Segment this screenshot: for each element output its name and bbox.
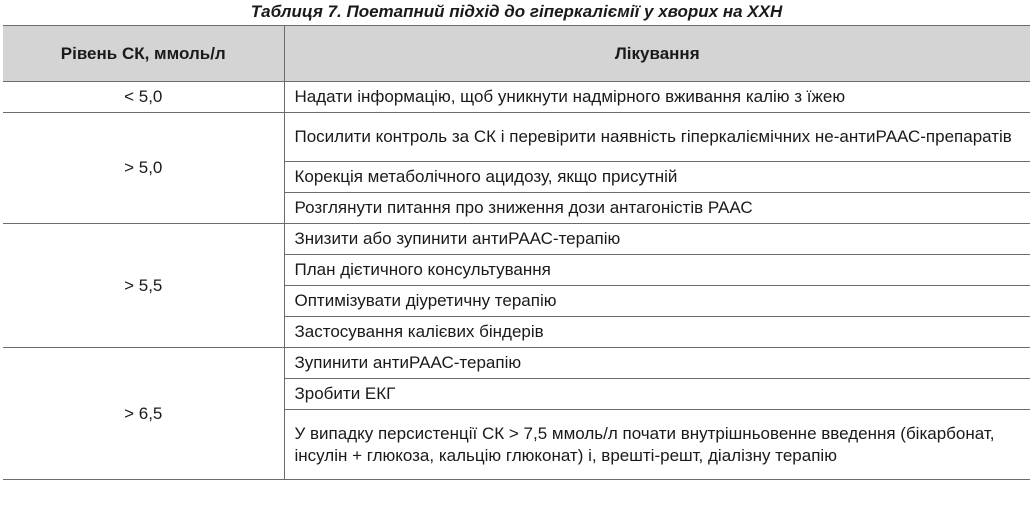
treatment-cell: У випадку персистенції СК > 7,5 ммоль/л почати внутрішньовенне введення (бікарбонат, інсулін + глюкоза, кальцію глюконат) і, врешті-решт, діалізну терапію [284,410,1030,480]
table-row [3,113,1030,162]
treatment-cell: Корекція метаболічного ацидозу, якщо присутній [284,162,1030,193]
header-row [3,26,1030,82]
treatment-cell: Застосування калієвих біндерів [284,317,1030,348]
level-cell: > 5,0 [3,113,284,224]
treatment-cell: План дієтичного консультування [284,255,1030,286]
treatment-cell: Зупинити антиРААС-терапію [284,348,1030,379]
header-treatment: Лікування [284,26,1030,82]
treatment-cell: Надати інформацію, щоб уникнути надмірного вживання калію з їжею [284,82,1030,113]
treatment-cell: Зробити ЕКГ [284,379,1030,410]
treatment-cell: Знизити або зупинити антиРААС-терапію [284,224,1030,255]
header-level: Рівень СК, ммоль/л [3,26,284,82]
treatment-cell: Посилити контроль за СК і перевірити наявність гіперкаліємічних не-антиРААС-препаратів [284,113,1030,162]
hyperkalemia-table [3,25,1030,480]
level-cell: > 6,5 [3,348,284,480]
treatment-cell: Оптимізувати діуретичну терапію [284,286,1030,317]
table-row [3,82,1030,113]
treatment-cell: Розглянути питання про зниження дози антагоністів РААС [284,193,1030,224]
level-cell: < 5,0 [3,82,284,113]
table-caption: Таблиця 7. Поетапний підхід до гіперкаліємії у хворих на ХХН [250,2,783,21]
table-row [3,348,1030,379]
level-cell: > 5,5 [3,224,284,348]
table-row [3,224,1030,255]
